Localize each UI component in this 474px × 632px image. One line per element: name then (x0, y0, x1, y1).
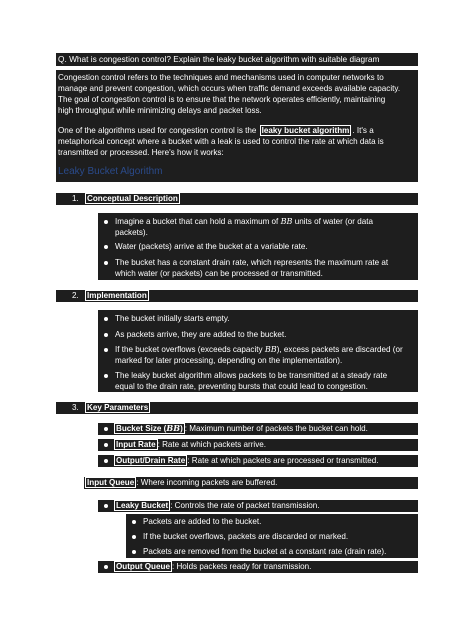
s1-b1-var: BB (280, 216, 293, 226)
section-1-title: Conceptual Description (87, 194, 178, 203)
intro-line-1: Congestion control refers to the techniques and mechanisms used in computer networks to (58, 73, 384, 82)
param-3 (114, 455, 378, 466)
param-1-label-text: Bucket Size ( (116, 424, 167, 433)
intro-p2-line-2: metaphorical concept where a bucket with a leak is used to control the rate at which data is (58, 137, 384, 146)
section-2-title: Implementation (87, 291, 147, 300)
question-body: What is congestion control? Explain the leaky bucket algorithm with suitable diagram (69, 54, 380, 64)
section-2-number: 2. (72, 291, 79, 300)
section-3-title-wrap (85, 402, 150, 413)
intro-line-4: high throughput while minimizing delays and packet loss. (58, 106, 262, 115)
intro-line-2: manage and prevent congestion, which occurs when traffic demand exceeds available capacity. (58, 84, 401, 93)
s1-b1-line-2: packets). (115, 228, 148, 237)
section-1-title-wrap (85, 193, 180, 204)
question-text (58, 54, 379, 65)
bullet-dot (104, 220, 108, 224)
s2-b3-before: If the bucket overflows (exceeds capacity (115, 345, 263, 354)
param-2-label: Input Rate (116, 440, 156, 449)
s1-b1-line-1 (115, 216, 373, 227)
leaky-bucket-text: : Controls the rate of packet transmission. (170, 501, 320, 510)
bullet-dot (132, 535, 136, 539)
s2-b3-line-1 (115, 344, 403, 355)
bullet-dot (104, 504, 108, 508)
param-1-text: : Maximum number of packets the bucket can hold. (184, 424, 368, 433)
param-3-label: Output/Drain Rate (116, 456, 186, 465)
bullet-dot (104, 459, 108, 463)
section-heading: Leaky Bucket Algorithm (58, 166, 163, 177)
s1-b3-line-2: which water (or packets) can be processed or transmitted. (115, 269, 323, 278)
bullet-dot (104, 427, 108, 431)
param-2 (114, 439, 266, 450)
s2-b3-var: BB (264, 344, 277, 354)
bullet-dot (132, 550, 136, 554)
bullet-dot (104, 261, 108, 265)
s2-b4-line-1: The leaky bucket algorithm allows packets to be transmitted at a steady rate (115, 371, 388, 380)
s1-b3-line-1: The bucket has a constant drain rate, which represents the maximum rate at (115, 258, 389, 267)
section-1-number: 1. (72, 194, 79, 203)
input-queue-text: : Where incoming packets are buffered. (136, 478, 278, 487)
bullet-dot (132, 520, 136, 524)
leaky-bucket-highlight: leaky bucket algorithm (261, 126, 350, 135)
lb-sub-2: If the bucket overflows, packets are discarded or marked. (143, 532, 349, 541)
intro-p2-before: One of the algorithms used for congestion control is the (58, 126, 257, 135)
bullet-dot (104, 374, 108, 378)
s2-b2: As packets arrive, they are added to the bucket. (115, 330, 287, 339)
output-queue-text: : Holds packets ready for transmission. (171, 562, 312, 571)
input-queue (85, 477, 277, 488)
s2-b4-line-2: equal to the drain rate, preventing bursts that could lead to congestion. (115, 382, 368, 391)
s2-b3-after: ), excess packets are discarded (or (276, 345, 403, 354)
s2-b1: The bucket initially starts empty. (115, 314, 230, 323)
param-1-label (114, 423, 185, 434)
intro-line-3: The goal of congestion control is to ensure that the network operates efficiently, maintaining (58, 95, 386, 104)
question-prefix: Q. (58, 54, 67, 64)
lb-sub-3: Packets are removed from the bucket at a constant rate (drain rate). (143, 547, 387, 556)
param-1-var: BB (166, 423, 181, 433)
lb-sub-1: Packets are added to the bucket. (143, 517, 262, 526)
input-queue-label: Input Queue (87, 478, 135, 487)
bullet-dot (104, 245, 108, 249)
output-queue-label: Output Queue (116, 562, 170, 571)
leaky-bucket (114, 500, 320, 511)
s2-b3-line-2: marked for later processing, depending on the implementation). (115, 356, 343, 365)
intro-p2-line-1 (58, 125, 374, 136)
bullet-dot (104, 333, 108, 337)
bullet-dot (104, 317, 108, 321)
intro-p2-after: . It's a (352, 126, 374, 135)
section-3-number: 3. (72, 403, 79, 412)
param-3-text: : Rate at which packets are processed or transmitted. (187, 456, 379, 465)
param-1 (114, 423, 368, 434)
bullet-dot (104, 348, 108, 352)
bullet-dot (104, 443, 108, 447)
intro-p2-line-3: transmitted or processed. Here's how it works: (58, 148, 224, 157)
bullet-dot (104, 565, 108, 569)
param-2-text: : Rate at which packets arrive. (157, 440, 266, 449)
section-2-title-wrap (85, 290, 149, 301)
param-1-label-end: ) (180, 424, 183, 433)
s1-b1-after: units of water (or data (294, 217, 373, 226)
s1-b1-before: Imagine a bucket that can hold a maximum of (115, 217, 279, 226)
section-3-title: Key Parameters (87, 403, 149, 412)
output-queue (114, 561, 311, 572)
s1-b2: Water (packets) arrive at the bucket at a variable rate. (115, 242, 308, 251)
leaky-bucket-label: Leaky Bucket (116, 501, 169, 510)
